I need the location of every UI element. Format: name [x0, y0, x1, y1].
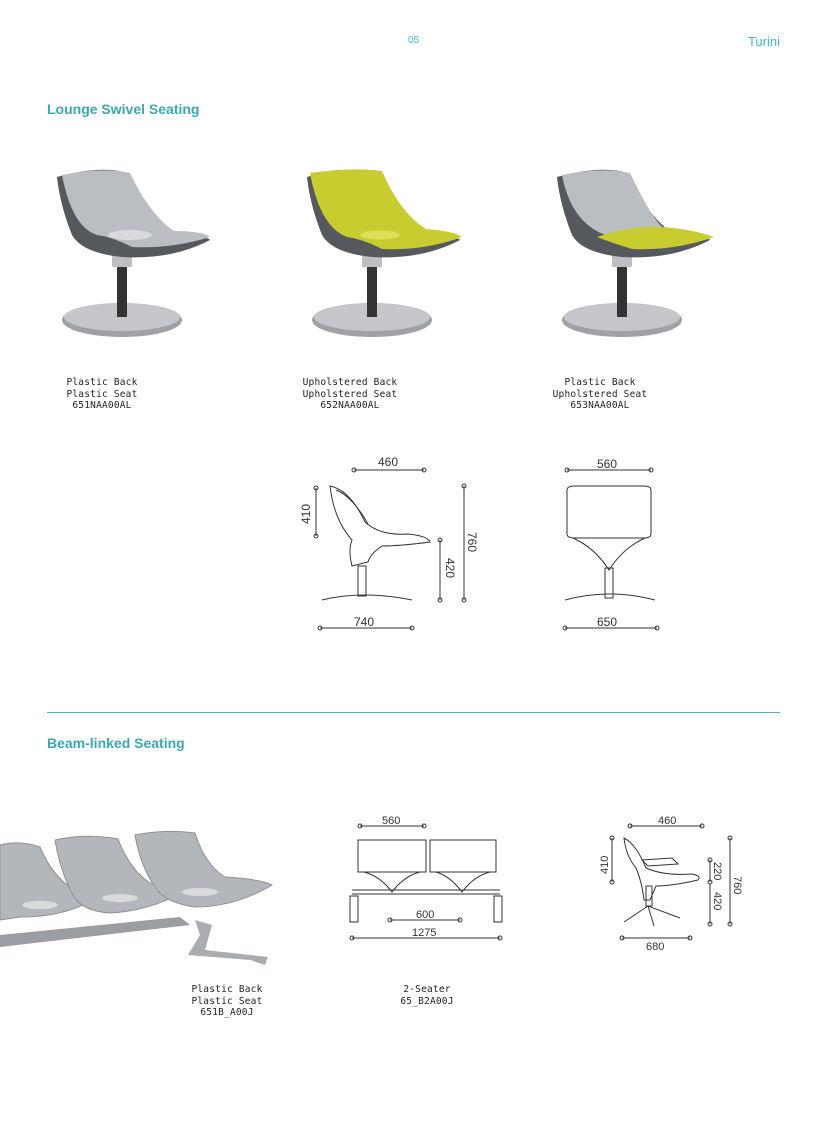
caption-code: 651B_A00J [200, 1007, 254, 1018]
caption-product-1 [40, 377, 164, 412]
caption-code: 65_B2A00J [400, 995, 454, 1007]
lounge-front-drawing [555, 450, 675, 640]
dim-front-width: 560 [597, 457, 618, 471]
caption-beam-product [165, 984, 289, 1019]
caption-line1: Upholstered Back [302, 377, 398, 388]
chair-photo-upholstered [302, 165, 467, 345]
dim-beam-back-height: 410 [599, 855, 611, 874]
caption-line2: Plastic Seat [66, 388, 138, 400]
beam-side-drawing [592, 810, 762, 950]
section-divider [47, 712, 780, 713]
dim-beam-inner: 600 [416, 909, 435, 921]
dim-front-base: 650 [597, 615, 618, 629]
section-title-beam: Beam-linked Seating [47, 735, 185, 751]
caption-code: 651NAA00AL [72, 400, 132, 411]
caption-line1: Plastic Back [191, 984, 263, 995]
caption-line1: Plastic Back [564, 377, 636, 388]
dim-seat-height: 420 [443, 558, 457, 579]
caption-product-2 [288, 377, 412, 412]
dim-beam-total-height: 760 [731, 876, 743, 895]
chair-photo-mixed [552, 165, 717, 345]
dim-beam-side-base: 680 [646, 941, 665, 950]
section-title-lounge: Lounge Swivel Seating [47, 101, 200, 117]
dim-beam-total: 1275 [412, 927, 437, 939]
page-number: 05 [407, 35, 420, 46]
dim-beam-side-width: 460 [658, 815, 677, 827]
chair-photo-plastic [52, 165, 217, 345]
caption-code: 653NAA00AL [570, 400, 630, 411]
beam-front-drawing [340, 810, 515, 945]
caption-line2: Plastic Seat [191, 995, 263, 1007]
caption-product-3 [538, 377, 662, 412]
beam-seating-photo [0, 825, 280, 975]
caption-line1: 2-Seater [403, 984, 451, 995]
caption-two-seater [365, 984, 489, 1007]
dim-beam-seat-width: 560 [382, 815, 401, 827]
caption-line2: Upholstered Seat [302, 388, 398, 400]
caption-code: 652NAA00AL [320, 400, 380, 411]
dim-back-height: 410 [299, 503, 313, 524]
dim-side-width: 460 [378, 455, 399, 469]
caption-line1: Plastic Back [66, 377, 138, 388]
dim-beam-arm-height: 220 [711, 862, 723, 881]
lounge-side-drawing [290, 450, 490, 640]
caption-line2: Upholstered Seat [552, 388, 648, 400]
dim-beam-seat-height: 420 [711, 892, 723, 911]
dim-side-base: 740 [354, 615, 375, 629]
dim-total-height: 760 [465, 532, 479, 553]
brand-name: Turini [747, 34, 780, 49]
